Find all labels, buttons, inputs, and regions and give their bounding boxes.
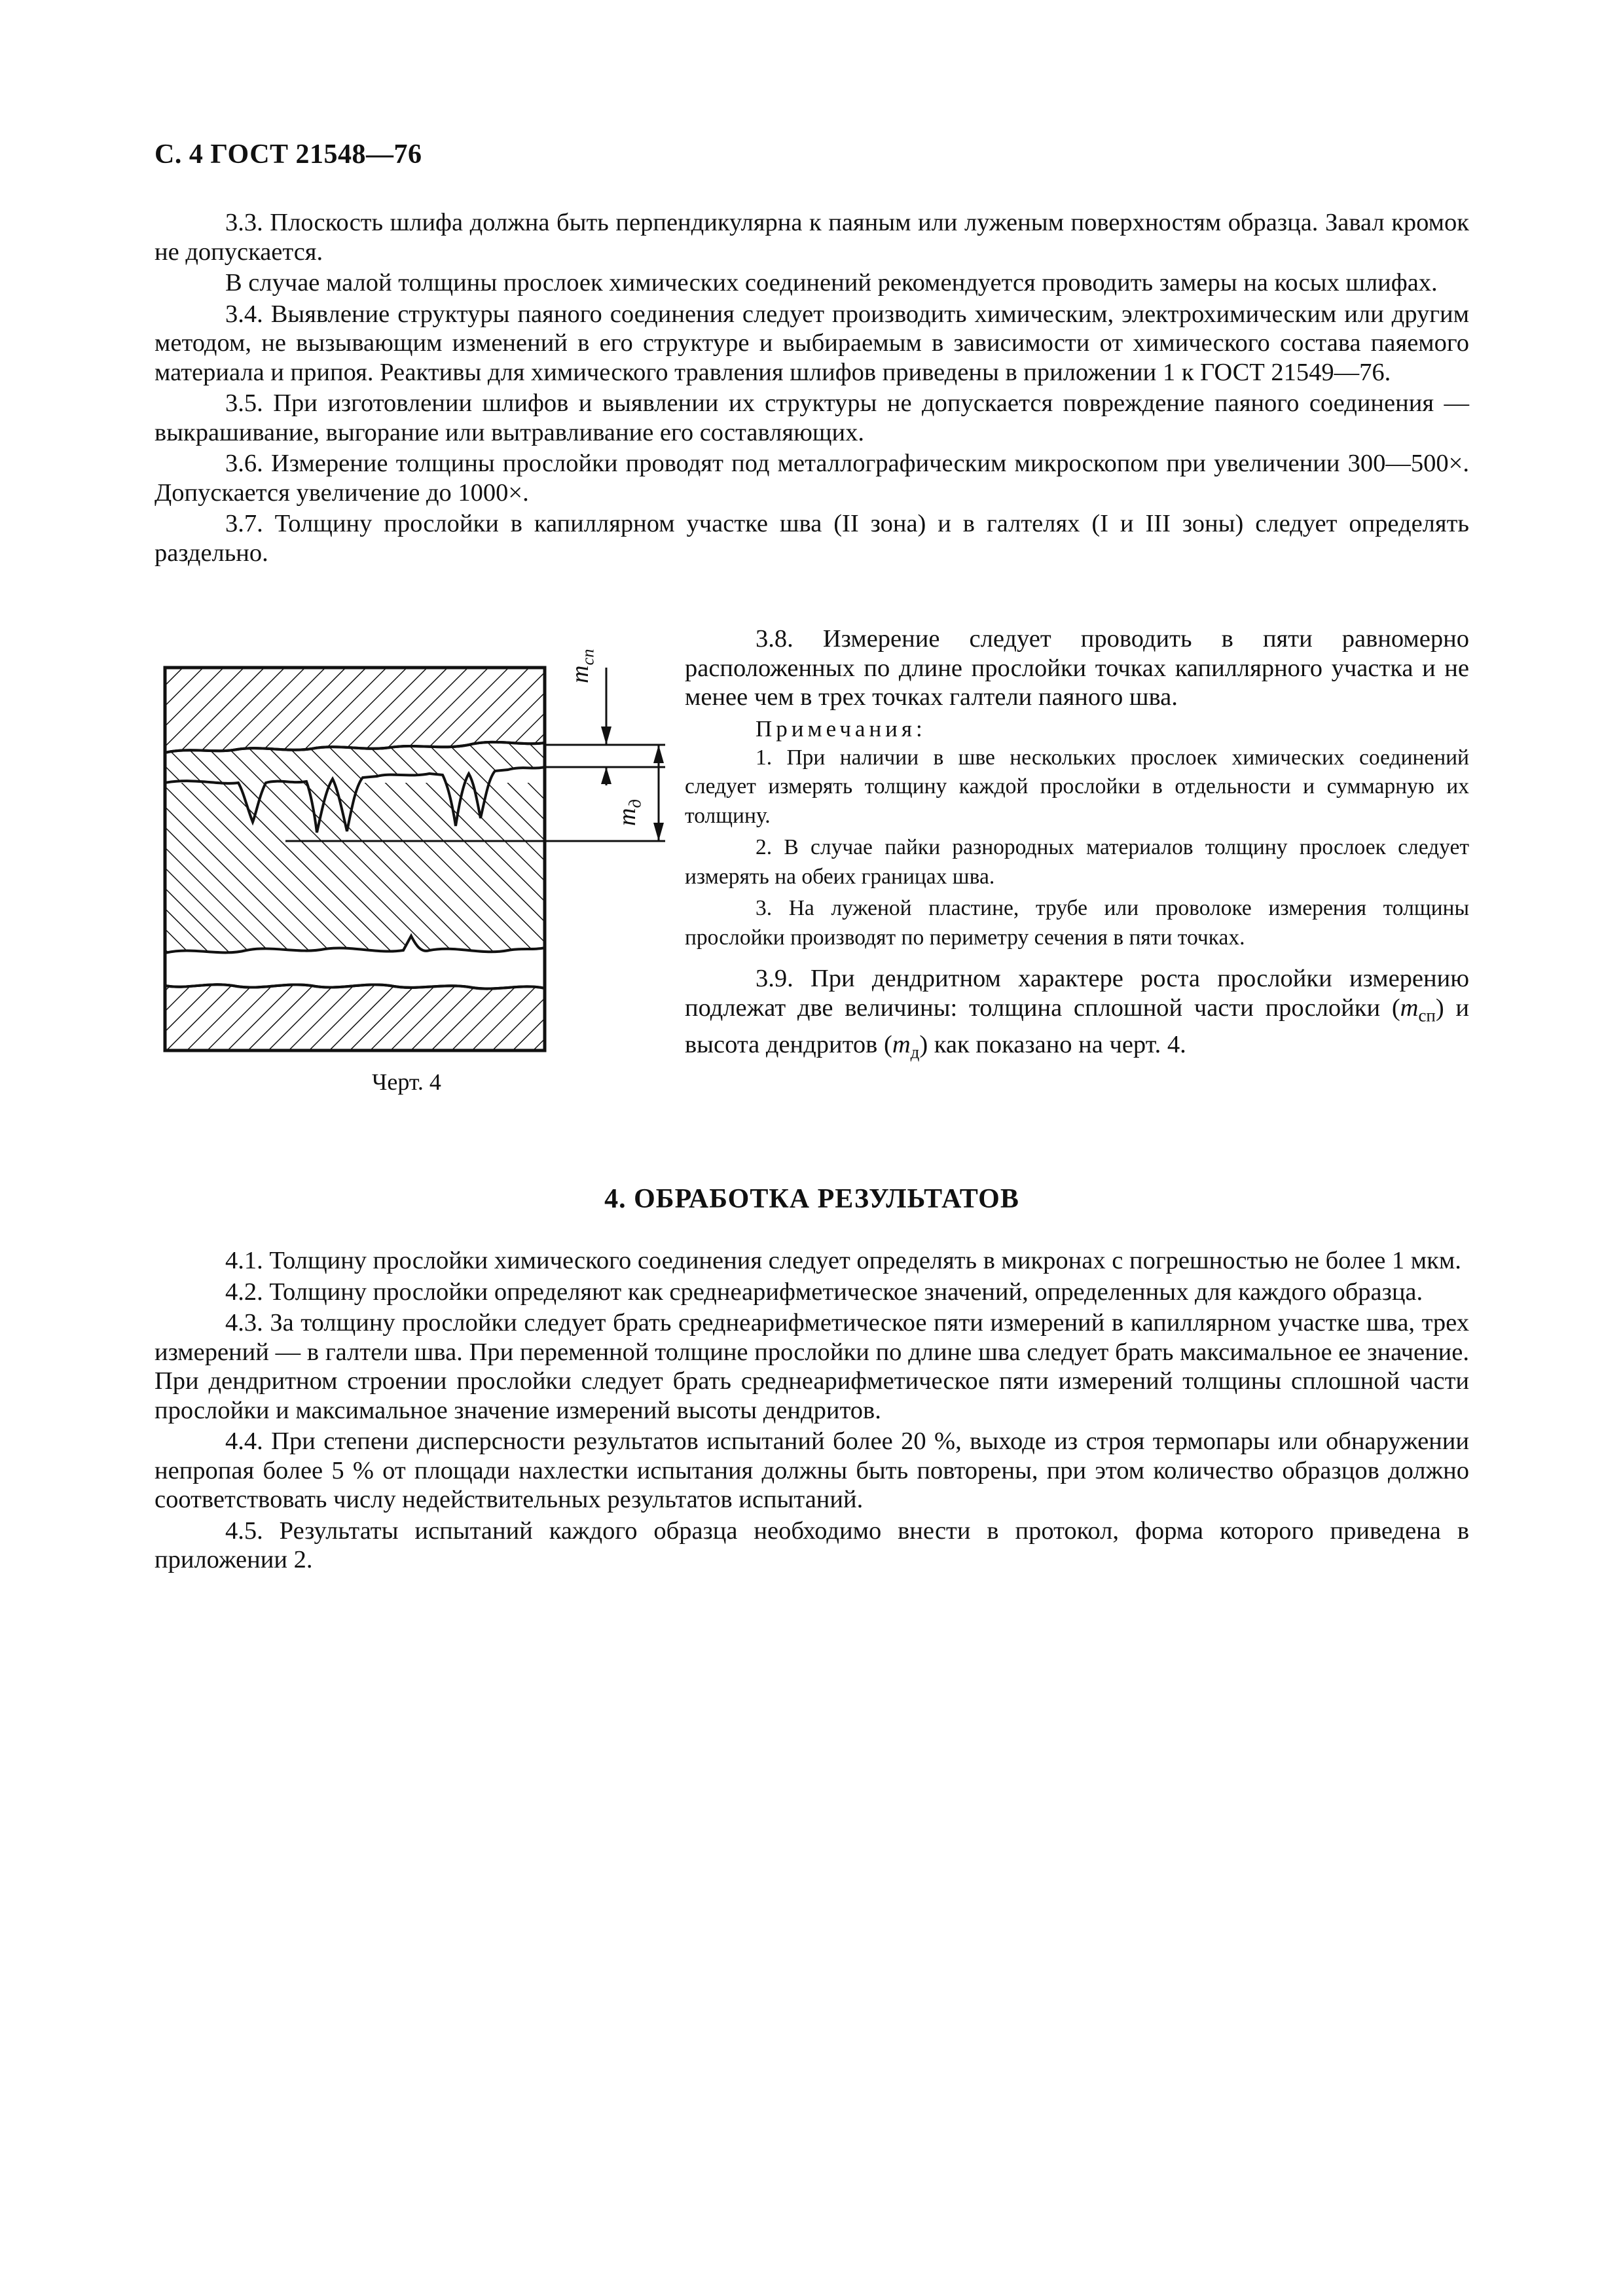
paragraph-4-3: 4.3. За толщину прослойки следует брать среднеарифметическое пяти измерений в капиллярном участке шва, трех измерений — в галтели шва. При переменной толщине прослойки по длине шва следует брать максимальное ее значение. При дендритном строении прослойки следует брать среднеарифметическое пяти измерений толщины сплошной части прослойки и максимальное значение измерений высоты дендритов. (155, 1309, 1469, 1424)
section-4-title: 4. ОБРАБОТКА РЕЗУЛЬТАТОВ (604, 1184, 1019, 1214)
paragraph-3-5: 3.5. При изготовлении шлифов и выявлении их структуры не допускается повреждение паяного соединения — выкрашивание, выгорание или вытравливание его составляющих. (155, 389, 1469, 446)
right-column (685, 624, 1469, 1069)
paragraph-4-2: 4.2. Толщину прослойки определяют как среднеарифметическое значений, определенных для каждого образца. (225, 1278, 1423, 1306)
note-1: 1. При наличии в шве нескольких прослоек химических соединений следует измерять толщину каждой прослойки в отдельности и суммарную их толщину. (685, 745, 1469, 828)
figure-caption: Черт. 4 (372, 1069, 441, 1095)
figure-4 (155, 649, 678, 1126)
paragraph-3-4: 3.4. Выявление структуры паяного соединения следует производить химическим, электрохимическим или другим методом, не вызывающим изменений в его структуре и выбираемым в зависимости от химического состава паяемого материала и припоя. Реактивы для химического травления шлифов приведены в приложении 1 к ГОСТ 21549—76. (155, 300, 1469, 386)
label-m-d: $m_д$ (613, 799, 645, 826)
paragraph-3-7: 3.7. Толщину прослойки в капиллярном участке шва (II зона) и в галтелях (I и III зоны) следует определять раздельно. (155, 510, 1469, 567)
paragraph-4-5: 4.5. Результаты испытаний каждого образца необходимо внести в протокол, форма которого приведена в приложении 2. (155, 1516, 1469, 1573)
note-2: 2. В случае пайки разнородных материалов толщину прослоек следует измерять на обеих границах шва. (685, 835, 1469, 889)
notes-heading: Примечания: (756, 715, 926, 742)
paragraph-3-8: 3.8. Измерение следует проводить в пяти равномерно расположенных по длине прослойки точках капиллярного участка и не менее чем в трех точках галтели паяного шва. (685, 625, 1469, 711)
paragraph-3-6: 3.6. Измерение толщины прослойки проводят под металлографическим микроскопом при увеличении 300—500×. Допускается увеличение до 1000×. (155, 450, 1469, 507)
figure-4-drawing (155, 655, 678, 1126)
section3-paragraphs (155, 208, 1469, 569)
note-3: 3. На луженой пластине, трубе или проволоке измерения толщины прослойки производят по периметру сечения в пяти точках. (685, 896, 1469, 950)
solder-body (165, 783, 545, 953)
paragraph-3-9: 3.9. При дендритном характере роста прослойки измерению подлежат две величины: толщина сплошной части прослойки $(m_{сп})$ и высота дендритов $(m_д)$ как показано на черт. 4. (685, 965, 1469, 1062)
label-m-sp: $m_{сп}$ (566, 649, 598, 683)
page-header: С. 4 ГОСТ 21548—76 (155, 139, 422, 170)
top-plate (165, 668, 545, 753)
paragraph-3-3-note: В случае малой толщины прослоек химических соединений рекомендуется проводить замеры на косых шлифах. (225, 269, 1438, 296)
bottom-plate (165, 984, 545, 1050)
section4-paragraphs (155, 1246, 1469, 1577)
paragraph-4-4: 4.4. При степени дисперсности результатов испытаний более 20 %, выходе из строя термопары или обнаружении непропая более 5 % от площади нахлестки испытания должны быть повторены, при этом количество образцов должно соответствовать числу недействительных результатов испытаний. (155, 1427, 1469, 1513)
paragraph-3-3: 3.3. Плоскость шлифа должна быть перпендикулярна к паяным или луженым поверхностям образца. Завал кромок не допускается. (155, 209, 1469, 266)
paragraph-4-1: 4.1. Толщину прослойки химического соединения следует определять в микронах с погрешностью не более 1 мкм. (225, 1247, 1461, 1274)
